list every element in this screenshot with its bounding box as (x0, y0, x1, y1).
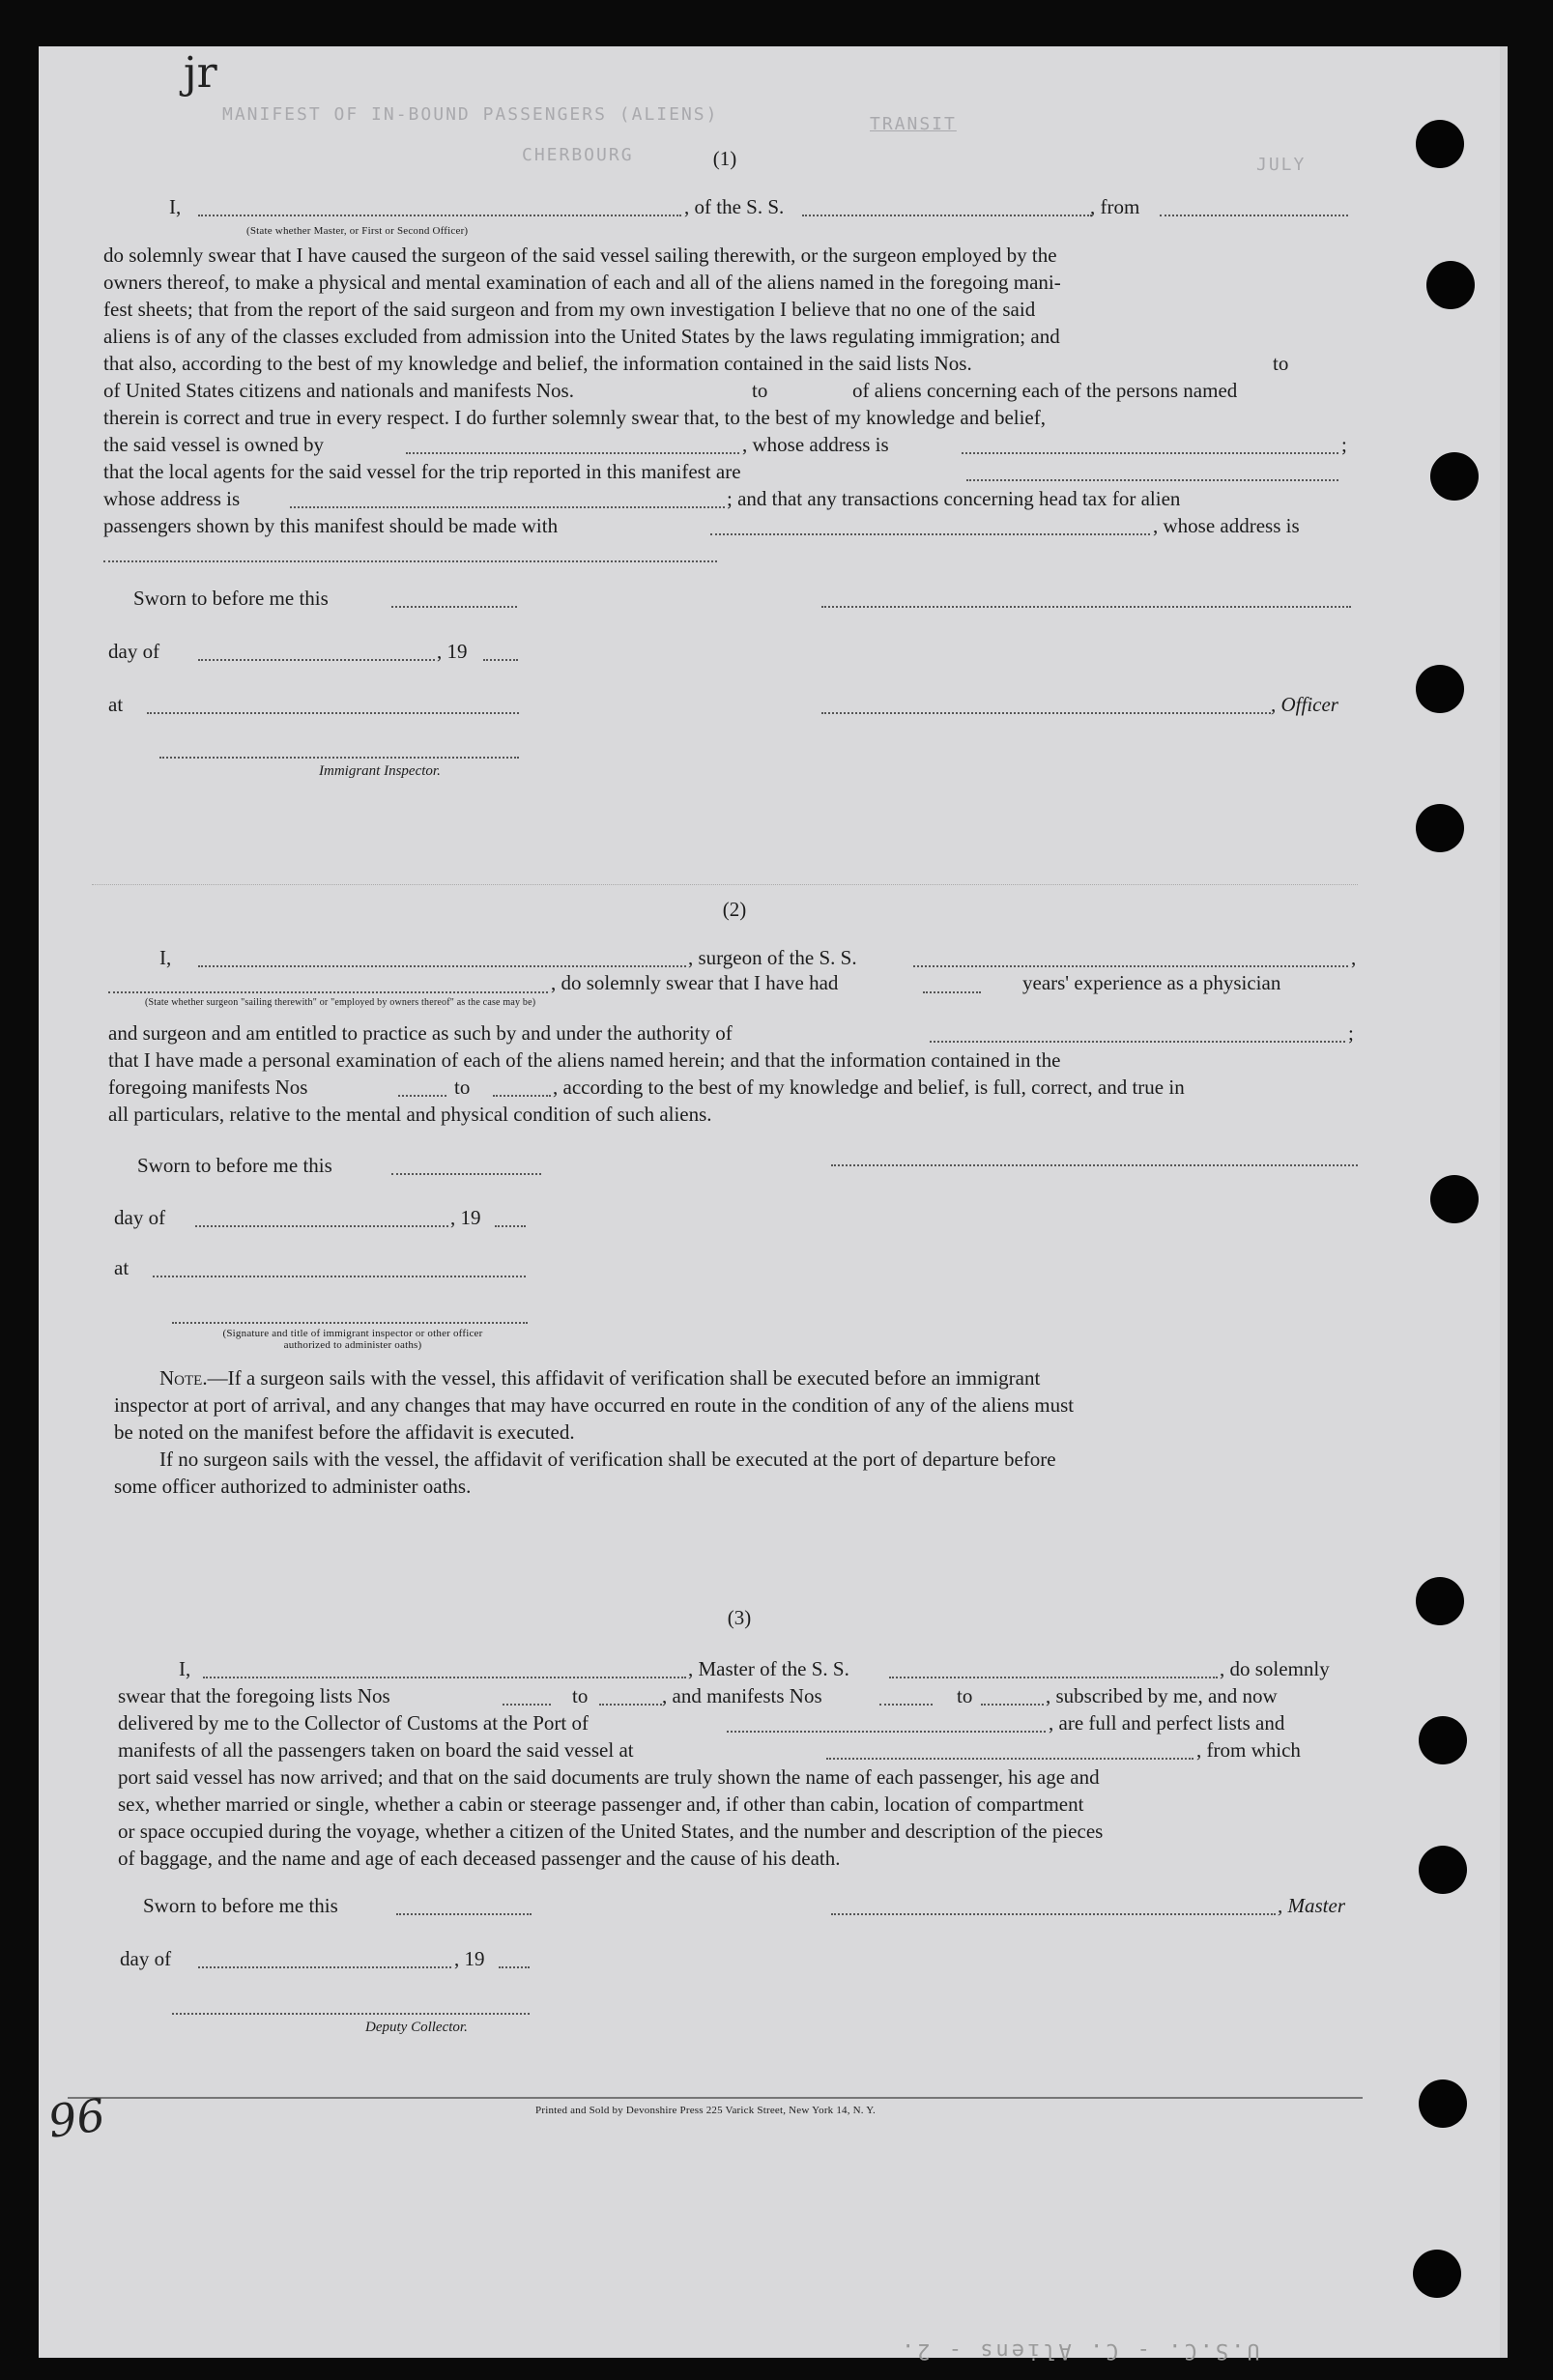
section-1-number: (1) (712, 147, 737, 170)
form-stamp: U.S.C. - C. Aliens - 2. (899, 2338, 1260, 2363)
s3-master-of: , Master of the S. S. (688, 1657, 849, 1680)
punch-hole (1426, 261, 1475, 309)
page-mark: 96 (44, 2088, 109, 2148)
ghost-title: MANIFEST OF IN-BOUND PASSENGERS (ALIENS) (222, 104, 719, 125)
s3-master-sig-field (831, 1913, 1276, 1915)
s1-para-4: that also, according to the best of my knowledge and belief, the information contained in the said lists Nos. (103, 352, 972, 375)
s3-i: I, (179, 1657, 191, 1680)
s2-note-4: If no surgeon sails with the vessel, the affidavit of verification shall be executed at the port of departure before (159, 1448, 1056, 1471)
s1-to-2: to (752, 379, 768, 402)
s3-do-solemnly: , do solemnly (1220, 1657, 1330, 1680)
s3-l4a: manifests of all the passengers taken on board the said vessel at (118, 1738, 634, 1762)
s2-at-field (153, 1276, 526, 1277)
s2-sworn-field (391, 1173, 541, 1175)
s3-sworn: Sworn to before me this (143, 1894, 338, 1917)
s1-para-7: the said vessel is owned by (103, 433, 325, 456)
s3-ship-field (889, 1677, 1218, 1678)
s2-under-note: (State whether surgeon "sailing therewith" or "employed by owners thereof" as the case may be) (145, 997, 536, 1008)
s3-year-field (499, 1966, 530, 1968)
s1-day-field (198, 659, 435, 661)
s3-port-field (727, 1731, 1046, 1733)
ghost-port: CHERBOURG (522, 145, 634, 165)
s1-officer-field (821, 712, 1271, 714)
s1-sworn: Sworn to before me this (133, 587, 329, 610)
s1-line1-prefix: I, (169, 195, 182, 218)
s1-day-of: day of (108, 640, 160, 663)
s1-sworn-field (391, 606, 517, 608)
s2-at: at (114, 1256, 129, 1279)
s3-l4b: , from which (1196, 1738, 1301, 1762)
s1-inspector: Immigrant Inspector. (319, 763, 441, 779)
punch-hole (1419, 1716, 1467, 1764)
s2-note-5: some officer authorized to administer oaths. (114, 1475, 472, 1498)
note-label: Note. (159, 1366, 208, 1390)
punch-hole (1419, 2079, 1467, 2128)
s1-year: , 19 (437, 640, 468, 663)
s2-l5a: foregoing manifests Nos (108, 1075, 308, 1099)
s1-under-note: (State whether Master, or First or Second Officer) (246, 225, 469, 237)
s2-years-field (923, 991, 981, 993)
s2-surgeon-type-field (108, 991, 548, 993)
s3-manifests-field-1 (879, 1704, 933, 1706)
s3-year: , 19 (454, 1947, 485, 1970)
s1-para-8: that the local agents for the said vessel for the trip reported in this manifest are (103, 460, 741, 483)
s2-signature-field (831, 1164, 1358, 1166)
s1-para-10: passengers shown by this manifest should be made with (103, 514, 559, 537)
s2-note-3: be noted on the manifest before the affidavit is executed. (114, 1420, 575, 1444)
s2-nos-field-2 (493, 1095, 551, 1097)
s1-line1-from: , from (1090, 195, 1140, 218)
s1-at-field (147, 712, 519, 714)
s2-name-field (198, 965, 686, 967)
s2-years-exp: years' experience as a physician (1022, 971, 1281, 994)
s1-para-9: whose address is (103, 487, 241, 510)
s1-semicolon: ; (1341, 433, 1347, 456)
s1-officer: , Officer (1271, 693, 1338, 716)
s3-day-of: day of (120, 1947, 172, 1970)
punch-hole (1430, 1175, 1479, 1223)
punch-hole (1416, 1577, 1464, 1625)
s1-name-field (198, 215, 681, 216)
s2-authority-field (930, 1041, 1345, 1043)
s3-l3a: delivered by me to the Collector of Customs at the Port of (118, 1711, 589, 1735)
s1-para-3: aliens is of any of the classes excluded from admission into the United States by the laws regulating immigration; and (103, 325, 1060, 348)
s1-para-5: of United States citizens and nationals and manifests Nos. (103, 379, 574, 402)
s3-l2e: , subscribed by me, and now (1046, 1684, 1278, 1707)
s1-ship-field (802, 215, 1092, 216)
punch-hole (1413, 2250, 1461, 2298)
s1-signature-field (821, 606, 1351, 608)
s2-l5b: to (454, 1075, 471, 1099)
s1-head-tax: ; and that any transactions concerning head tax for alien (727, 487, 1181, 510)
section-3-number: (3) (727, 1606, 752, 1629)
punch-hole (1430, 452, 1479, 501)
s2-do-swear: , do solemnly swear that I have had (551, 971, 839, 994)
s3-lists-field-2 (599, 1704, 662, 1706)
s3-l8: of baggage, and the name and age of each deceased passenger and the cause of his death. (118, 1847, 841, 1870)
s2-i: I, (159, 946, 172, 969)
s2-l4: that I have made a personal examination of each of the aliens named herein; and that the information contained in the (108, 1048, 1061, 1072)
s1-agent-address-field (290, 506, 725, 508)
punch-hole (1419, 1846, 1467, 1894)
punch-hole (1416, 665, 1464, 713)
s1-whose-address: , whose address is (742, 433, 889, 456)
footer-rule (68, 2097, 1363, 2099)
s3-l7: or space occupied during the voyage, whether a citizen of the United States, and the number and description of the pieces (118, 1820, 1104, 1843)
s2-year-field (495, 1225, 526, 1227)
s2-l3: and surgeon and am entitled to practice as such by and under the authority of (108, 1021, 733, 1045)
s1-owner-field (406, 452, 739, 454)
s3-master: , Master (1278, 1894, 1345, 1917)
s3-l2c: , and manifests Nos (662, 1684, 822, 1707)
s3-l2a: swear that the foregoing lists Nos (118, 1684, 390, 1707)
s3-l3b: , are full and perfect lists and (1049, 1711, 1285, 1735)
s3-vessel-at-field (826, 1758, 1194, 1760)
s2-sig-title-field (172, 1322, 528, 1324)
s2-year: , 19 (450, 1206, 481, 1229)
s2-l6: all particulars, relative to the mental and physical condition of such aliens. (108, 1103, 712, 1126)
section-2-number: (2) (722, 898, 747, 921)
s1-agents-field (966, 479, 1338, 481)
s1-at: at (108, 693, 124, 716)
s2-nos-field-1 (398, 1095, 446, 1097)
s2-note-2: inspector at port of arrival, and any changes that may have occurred en route in the condition of any of the aliens must (114, 1393, 1075, 1417)
s2-note-1 (159, 1364, 1040, 1391)
s2-surgeon-of: , surgeon of the S. S. (688, 946, 857, 969)
s2-comma: , (1351, 946, 1357, 969)
s3-l5: port said vessel has now arrived; and that on the said documents are truly shown the name of each passenger, his age and (118, 1765, 1100, 1789)
s3-lists-field-1 (503, 1704, 551, 1706)
s1-headtax-field (710, 533, 1150, 535)
punch-hole (1416, 804, 1464, 852)
s1-para-2: fest sheets; that from the report of the said surgeon and from my own investigation I believe that no one of the said (103, 298, 1036, 321)
corner-mark: jr (184, 48, 217, 98)
s1-para-0: do solemnly swear that I have caused the surgeon of the said vessel sailing therewith, or the surgeon employed by the (103, 244, 1057, 267)
s2-sworn: Sworn to before me this (137, 1154, 332, 1177)
s1-para-1: owners thereof, to make a physical and mental examination of each and all of the aliens named in the foregoing mani- (103, 271, 1061, 294)
s1-headtax-address-field (103, 560, 717, 562)
s3-l2b: to (572, 1684, 589, 1707)
s3-sworn-field (396, 1913, 532, 1915)
s1-year-field (483, 659, 518, 661)
s3-l2d: to (957, 1684, 973, 1707)
ghost-transit: TRANSIT (870, 114, 957, 134)
printer-line: Printed and Sold by Devonshire Press 225 Varick Street, New York 14, N. Y. (535, 2105, 876, 2116)
note-text-1: —If a surgeon sails with the vessel, this affidavit of verification shall be executed before an immigrant (207, 1366, 1041, 1390)
s2-sig-note: (Signature and title of immigrant inspector or other officer authorized to administer oaths) (222, 1328, 483, 1351)
s1-line1-ss: , of the S. S. (684, 195, 785, 218)
s1-para-6: therein is correct and true in every respect. I do further solemnly swear that, to the best of my knowledge and belief, (103, 406, 1046, 429)
s2-ship-field (913, 965, 1348, 967)
s1-owner-address-field (962, 452, 1338, 454)
s3-l6: sex, whether married or single, whether a cabin or steerage passenger and, if other than cabin, location of compartment (118, 1792, 1084, 1816)
s2-semicolon: ; (1348, 1021, 1354, 1045)
punch-hole (1416, 120, 1464, 168)
s3-deputy-field (172, 2013, 530, 2015)
s3-day-field (198, 1966, 451, 1968)
s1-from-field (1160, 215, 1348, 216)
s3-deputy: Deputy Collector. (365, 2020, 468, 2035)
s1-of-aliens: of aliens concerning each of the persons named (852, 379, 1238, 402)
s2-day-field (195, 1225, 448, 1227)
s1-to-1: to (1273, 352, 1289, 375)
s3-manifests-field-2 (981, 1704, 1044, 1706)
s2-day-of: day of (114, 1206, 166, 1229)
s3-name-field (203, 1677, 686, 1678)
ghost-month: JULY (1256, 155, 1307, 175)
s2-l5c: , according to the best of my knowledge and belief, is full, correct, and true in (553, 1075, 1185, 1099)
s1-whose-address-end: , whose address is (1153, 514, 1300, 537)
divider (92, 884, 1358, 885)
s1-inspector-field (159, 757, 519, 759)
